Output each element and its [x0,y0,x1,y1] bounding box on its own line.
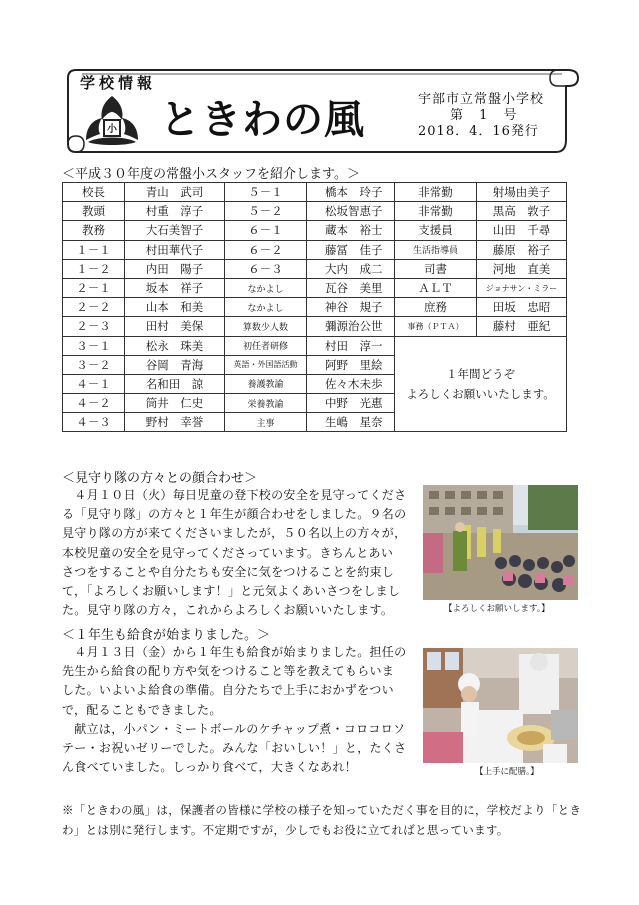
staff-role: 英語・外国語活動 [225,355,307,374]
kyushoku-heading: ＜１年生も給食が始まりました。＞ [62,628,271,643]
staff-role: なかよし [225,298,307,317]
staff-role: 教頭 [63,202,125,221]
staff-name: 村重 淳子 [125,202,225,221]
staff-role: １－２ [63,259,125,278]
staff-role: ４－１ [63,374,125,393]
staff-name: 村田華代子 [125,240,225,259]
staff-name: 藤冨 佳子 [307,240,395,259]
staff-name: 大石美智子 [125,221,225,240]
footer-line: わ」とは別に発行します。不定期ですが，少しでもお役に立てればと思っています。 [62,823,509,837]
staff-role: 教務 [63,221,125,240]
staff-name: ジョナサン・ミラー [477,278,567,297]
staff-role: ３－１ [63,336,125,355]
staff-role: ６－１ [225,221,307,240]
staff-role: 養護教諭 [225,374,307,393]
staff-role: 非常勤 [395,202,477,221]
staff-name: 坂本 祥子 [125,278,225,297]
staff-name: 蔵本 裕士 [307,221,395,240]
staff-role: ２－３ [63,317,125,336]
staff-role: 支援員 [395,221,477,240]
greeting-line-2: よろしくお願いいたします。 [406,386,555,401]
staff-role: 主事 [225,413,307,432]
staff-role: 庶務 [395,298,477,317]
staff-name: 中野 光惠 [307,394,395,413]
table-row [63,259,567,278]
staff-name: 藤村 亜紀 [477,317,567,336]
table-row [63,221,567,240]
body-line: 先生から給食の配り方や気をつけること等を教えてもらいま [62,664,395,679]
staff-name: 山本 和美 [125,298,225,317]
staff-role: ２－１ [63,278,125,297]
body-line: た。見守り隊の方々，これからよろしくお願いいたします。 [62,603,394,618]
issue-number: 第 1 号 [450,108,523,123]
body-line: る「見守り隊」の方々と１年生が顔合わせをしました。９名の [62,507,407,522]
body-line: 本校児童の安全を見守ってくださっています。きちんとあい [62,545,394,560]
staff-name: 松坂智恵子 [307,202,395,221]
table-row [63,183,567,202]
staff-name: 阿野 里絵 [307,355,395,374]
staff-role: 初任者研修 [225,336,307,355]
staff-role: ５－２ [225,202,307,221]
school-name: 宇部市立常盤小学校 [418,92,545,107]
kyushoku-caption: 【上手に配膳。】 [475,767,539,777]
body-line: て，「よろしくお願いします！」と元気よくあいさつをしまし [62,584,401,599]
staff-role: ３－２ [63,355,125,374]
staff-name: 谷岡 青海 [125,355,225,374]
staff-name: 青山 武司 [125,183,225,202]
mimamori-body [62,486,422,620]
body-line: ４月１０日（火）毎日児童の登下校の安全を見守ってくださ [62,488,407,502]
staff-name: 筒井 仁史 [125,394,225,413]
staff-name: 田村 美保 [125,317,225,336]
footer-line: ※「ときわの風」は，保護者の皆様に学校の様子を知っていただく事を目的に，学校だより「とき [62,803,582,817]
svg-text:小: 小 [107,124,117,135]
staff-name: 山田 千尋 [477,221,567,240]
staff-name: 村田 淳一 [307,336,395,355]
staff-role: 非常勤 [395,183,477,202]
staff-name: 藤原 裕子 [477,240,567,259]
staff-role: ＡＬＴ [395,278,477,297]
staff-table [62,182,567,432]
table-row [63,240,567,259]
mimamori-heading: ＜見守り隊の方々との顔合わせ＞ [62,471,258,486]
staff-role: 算数少人数 [225,317,307,336]
staff-name: 瓦谷 美里 [307,278,395,297]
staff-name: 射場由美子 [477,183,567,202]
staff-heading: ＜平成３０年度の常盤小スタッフを紹介します。＞ [62,167,360,182]
body-line: で，配ることもできました。 [62,702,222,717]
staff-name: 大内 成二 [307,259,395,278]
staff-role: なかよし [225,278,307,297]
table-row [63,336,567,355]
staff-name: 野村 幸誉 [125,413,225,432]
staff-name: 生嶋 星奈 [307,413,395,432]
staff-role: ５－１ [225,183,307,202]
table-row [63,317,567,336]
footer-note [62,800,592,840]
staff-name: 内田 陽子 [125,259,225,278]
staff-role: ６－３ [225,259,307,278]
body-line: した。いよいよ給食の準備。自分たちで上手におかずをつい [62,683,394,698]
staff-role: ４－２ [63,394,125,413]
table-row [63,202,567,221]
staff-role: 司書 [395,259,477,278]
header-label: 学校情報 [80,74,157,92]
staff-name: 松永 珠美 [125,336,225,355]
staff-name: 名和田 諒 [125,374,225,393]
staff-role: 事務（ＰＴＡ） [395,317,477,336]
body-line: テー・お祝いゼリーでした。みんな「おいしい！」と，たくさ [62,741,407,756]
staff-role: 校長 [63,183,125,202]
table-row [63,298,567,317]
staff-name: 神谷 規子 [307,298,395,317]
body-line: さつをすることや自分たちも安全に気をつけることを約束し [62,564,395,579]
staff-name: 佐々木未歩 [307,374,395,393]
staff-name: 河地 直美 [477,259,567,278]
kyushoku-body [62,643,422,777]
mimamori-caption: 【よろしくお願いします。】 [444,604,550,614]
staff-role: ４－３ [63,413,125,432]
staff-role: １－１ [63,240,125,259]
greeting-cell [395,336,567,432]
staff-name: 彌源治公世 [307,317,395,336]
mimamori-photo [423,485,578,600]
greeting-line-1: １年間どうぞ [446,366,515,381]
newsletter-title: ときわの風 [160,97,365,143]
staff-role: 栄養教諭 [225,394,307,413]
staff-role: ２－２ [63,298,125,317]
issue-date: 2018．4．16発行 [418,124,539,139]
school-emblem-icon [80,92,144,148]
table-row [63,278,567,297]
staff-name: 田坂 忠昭 [477,298,567,317]
staff-role: ６－２ [225,240,307,259]
body-line: ４月１３日（金）から１年生も給食が始まりました。担任の [62,645,407,659]
staff-name: 橋本 玲子 [307,183,395,202]
body-line: ん食べていました。しっかり食べて，大きくなあれ！ [62,760,357,775]
staff-role: 生活指導員 [395,240,477,259]
kyushoku-photo [423,648,578,763]
body-line: 献立は，小パン・ミートボールのケチャップ煮・コロコロソ [62,721,406,736]
body-line: 見守り隊の方が来てくださいましたが，５０名以上の方々が， [62,526,407,541]
staff-name: 黒高 敦子 [477,202,567,221]
